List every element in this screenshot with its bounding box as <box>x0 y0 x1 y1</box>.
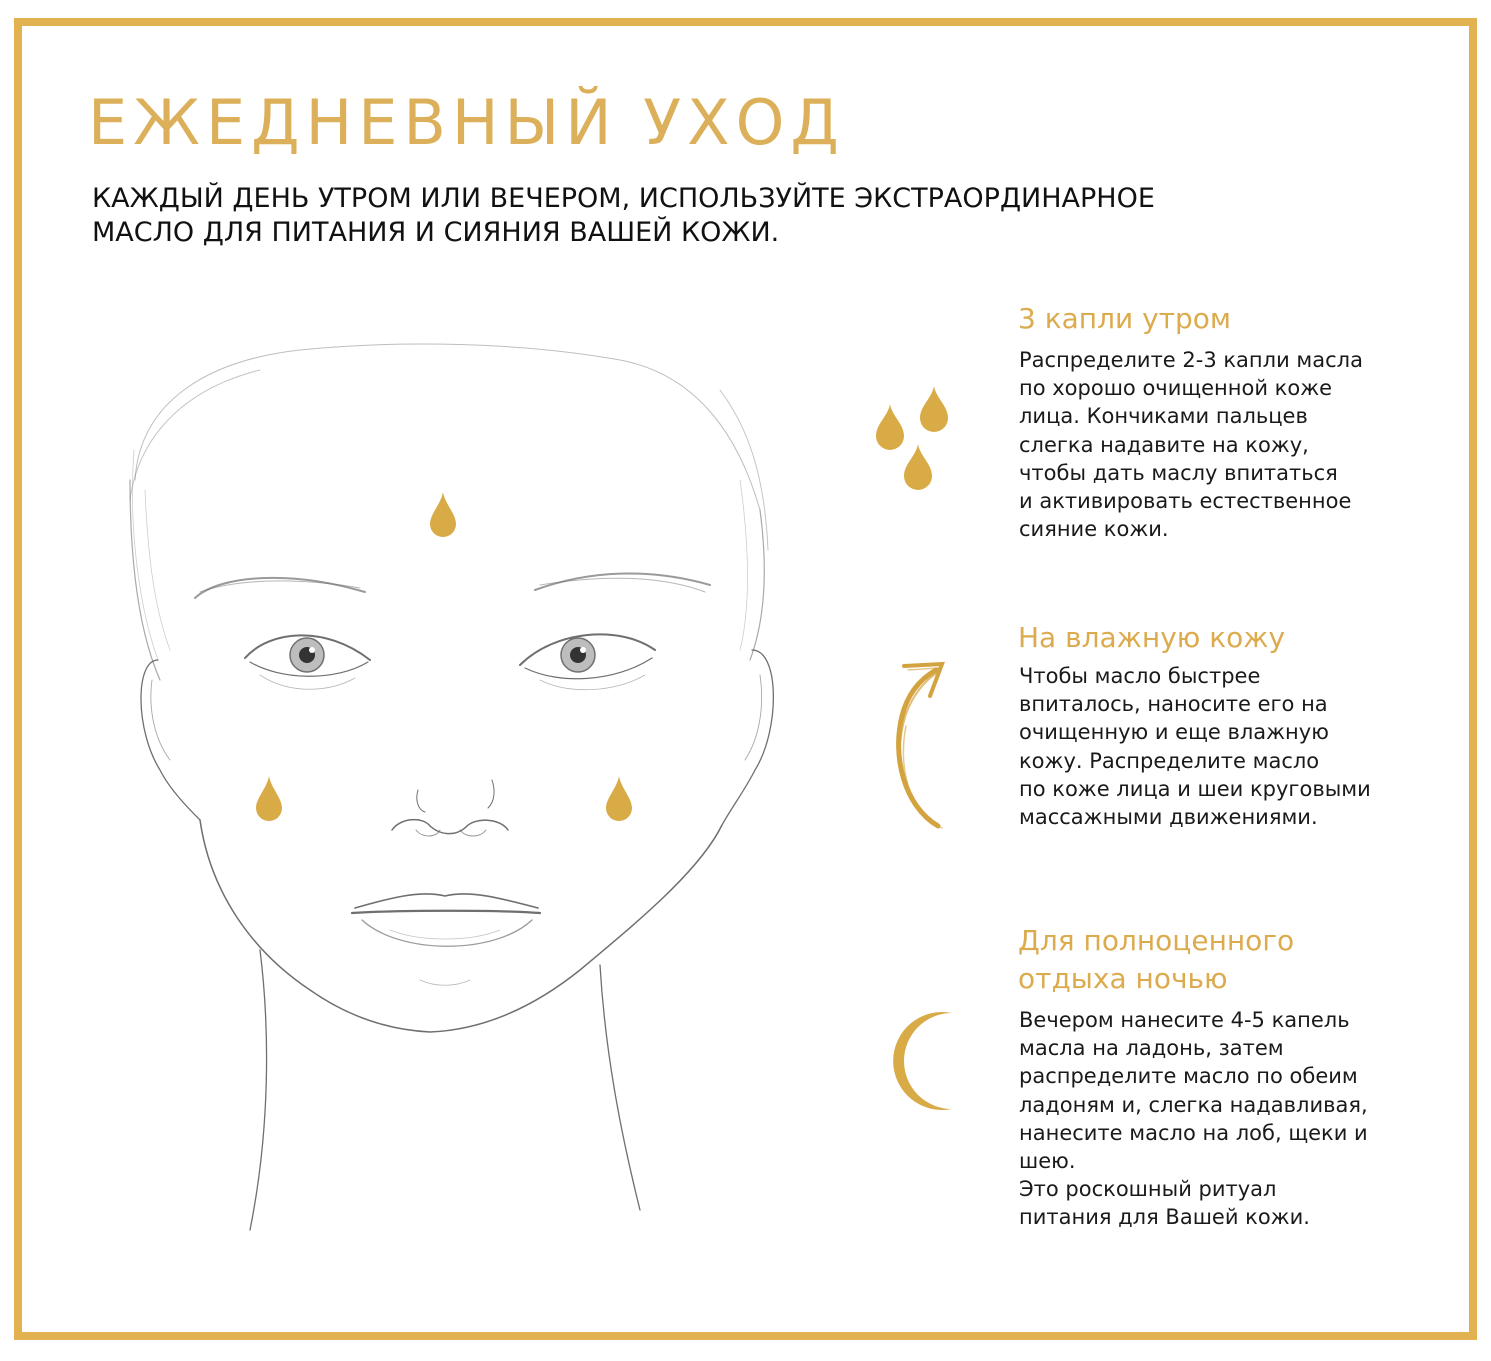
night-line: нанесите масло на лоб, щеки и <box>1019 1120 1368 1145</box>
crescent-moon-icon <box>888 1010 958 1112</box>
damp-skin-line: Чтобы масло быстрее <box>1019 664 1261 688</box>
night-line: масла на ладонь, затем <box>1019 1036 1284 1061</box>
section-body-damp-skin <box>1019 662 1371 831</box>
morning-line: по хорошо очищенной коже <box>1019 376 1333 401</box>
night-line: Это роскошный ритуал <box>1019 1177 1277 1202</box>
night-title-line-1: Для полноценного <box>1018 924 1295 957</box>
damp-skin-line: очищенную и еще влажную <box>1019 720 1329 745</box>
night-line: Вечером нанесите 4-5 капель <box>1019 1008 1350 1032</box>
left-cheek-drop-icon <box>254 776 284 822</box>
intro-line-2: МАСЛО ДЛЯ ПИТАНИЯ И СИЯНИЯ ВАШЕЙ КОЖИ. <box>92 217 780 248</box>
morning-line: чтобы дать маслу впитаться <box>1019 460 1338 485</box>
page-title: ЕЖЕДНЕВНЫЙ УХОД <box>88 86 845 159</box>
right-cheek-drop-icon <box>604 776 634 822</box>
section-body-night <box>1019 1006 1368 1232</box>
night-title-line-2: отдыха ночью <box>1018 962 1228 995</box>
curved-arrow-icon <box>884 656 954 834</box>
night-line: ладоням и, слегка надавливая, <box>1019 1092 1368 1117</box>
night-line: шею. <box>1019 1149 1076 1174</box>
night-line: питания для Вашей кожи. <box>1019 1205 1310 1230</box>
three-drops-icon <box>872 386 956 498</box>
morning-line: сияние кожи. <box>1019 517 1169 542</box>
section-title-damp-skin: На влажную кожу <box>1018 621 1286 654</box>
intro-line-1: КАЖДЫЙ ДЕНЬ УТРОМ ИЛИ ВЕЧЕРОМ, ИСПОЛЬЗУЙТЕ ЭКСТРАОРДИНАРНОЕ <box>92 183 1155 214</box>
section-title-night <box>1018 922 1294 998</box>
damp-skin-line: массажными движениями. <box>1019 805 1318 830</box>
morning-line: слегка надавите на кожу, <box>1019 432 1309 457</box>
damp-skin-line: по коже лица и шеи круговыми <box>1019 776 1371 801</box>
face-sketch-icon <box>100 330 820 1260</box>
section-title-morning: 3 капли утром <box>1018 302 1231 335</box>
damp-skin-line: кожу. Распределите масло <box>1019 748 1320 773</box>
morning-line: Распределите 2-3 капли масла <box>1019 348 1363 372</box>
section-body-morning <box>1019 346 1363 543</box>
night-line: распределите масло по обеим <box>1019 1064 1358 1089</box>
forehead-drop-icon <box>428 492 458 538</box>
intro-text <box>92 182 1155 250</box>
damp-skin-line: впиталось, наносите его на <box>1019 692 1328 717</box>
morning-line: лица. Кончиками пальцев <box>1019 404 1308 429</box>
morning-line: и активировать естественное <box>1019 489 1352 514</box>
